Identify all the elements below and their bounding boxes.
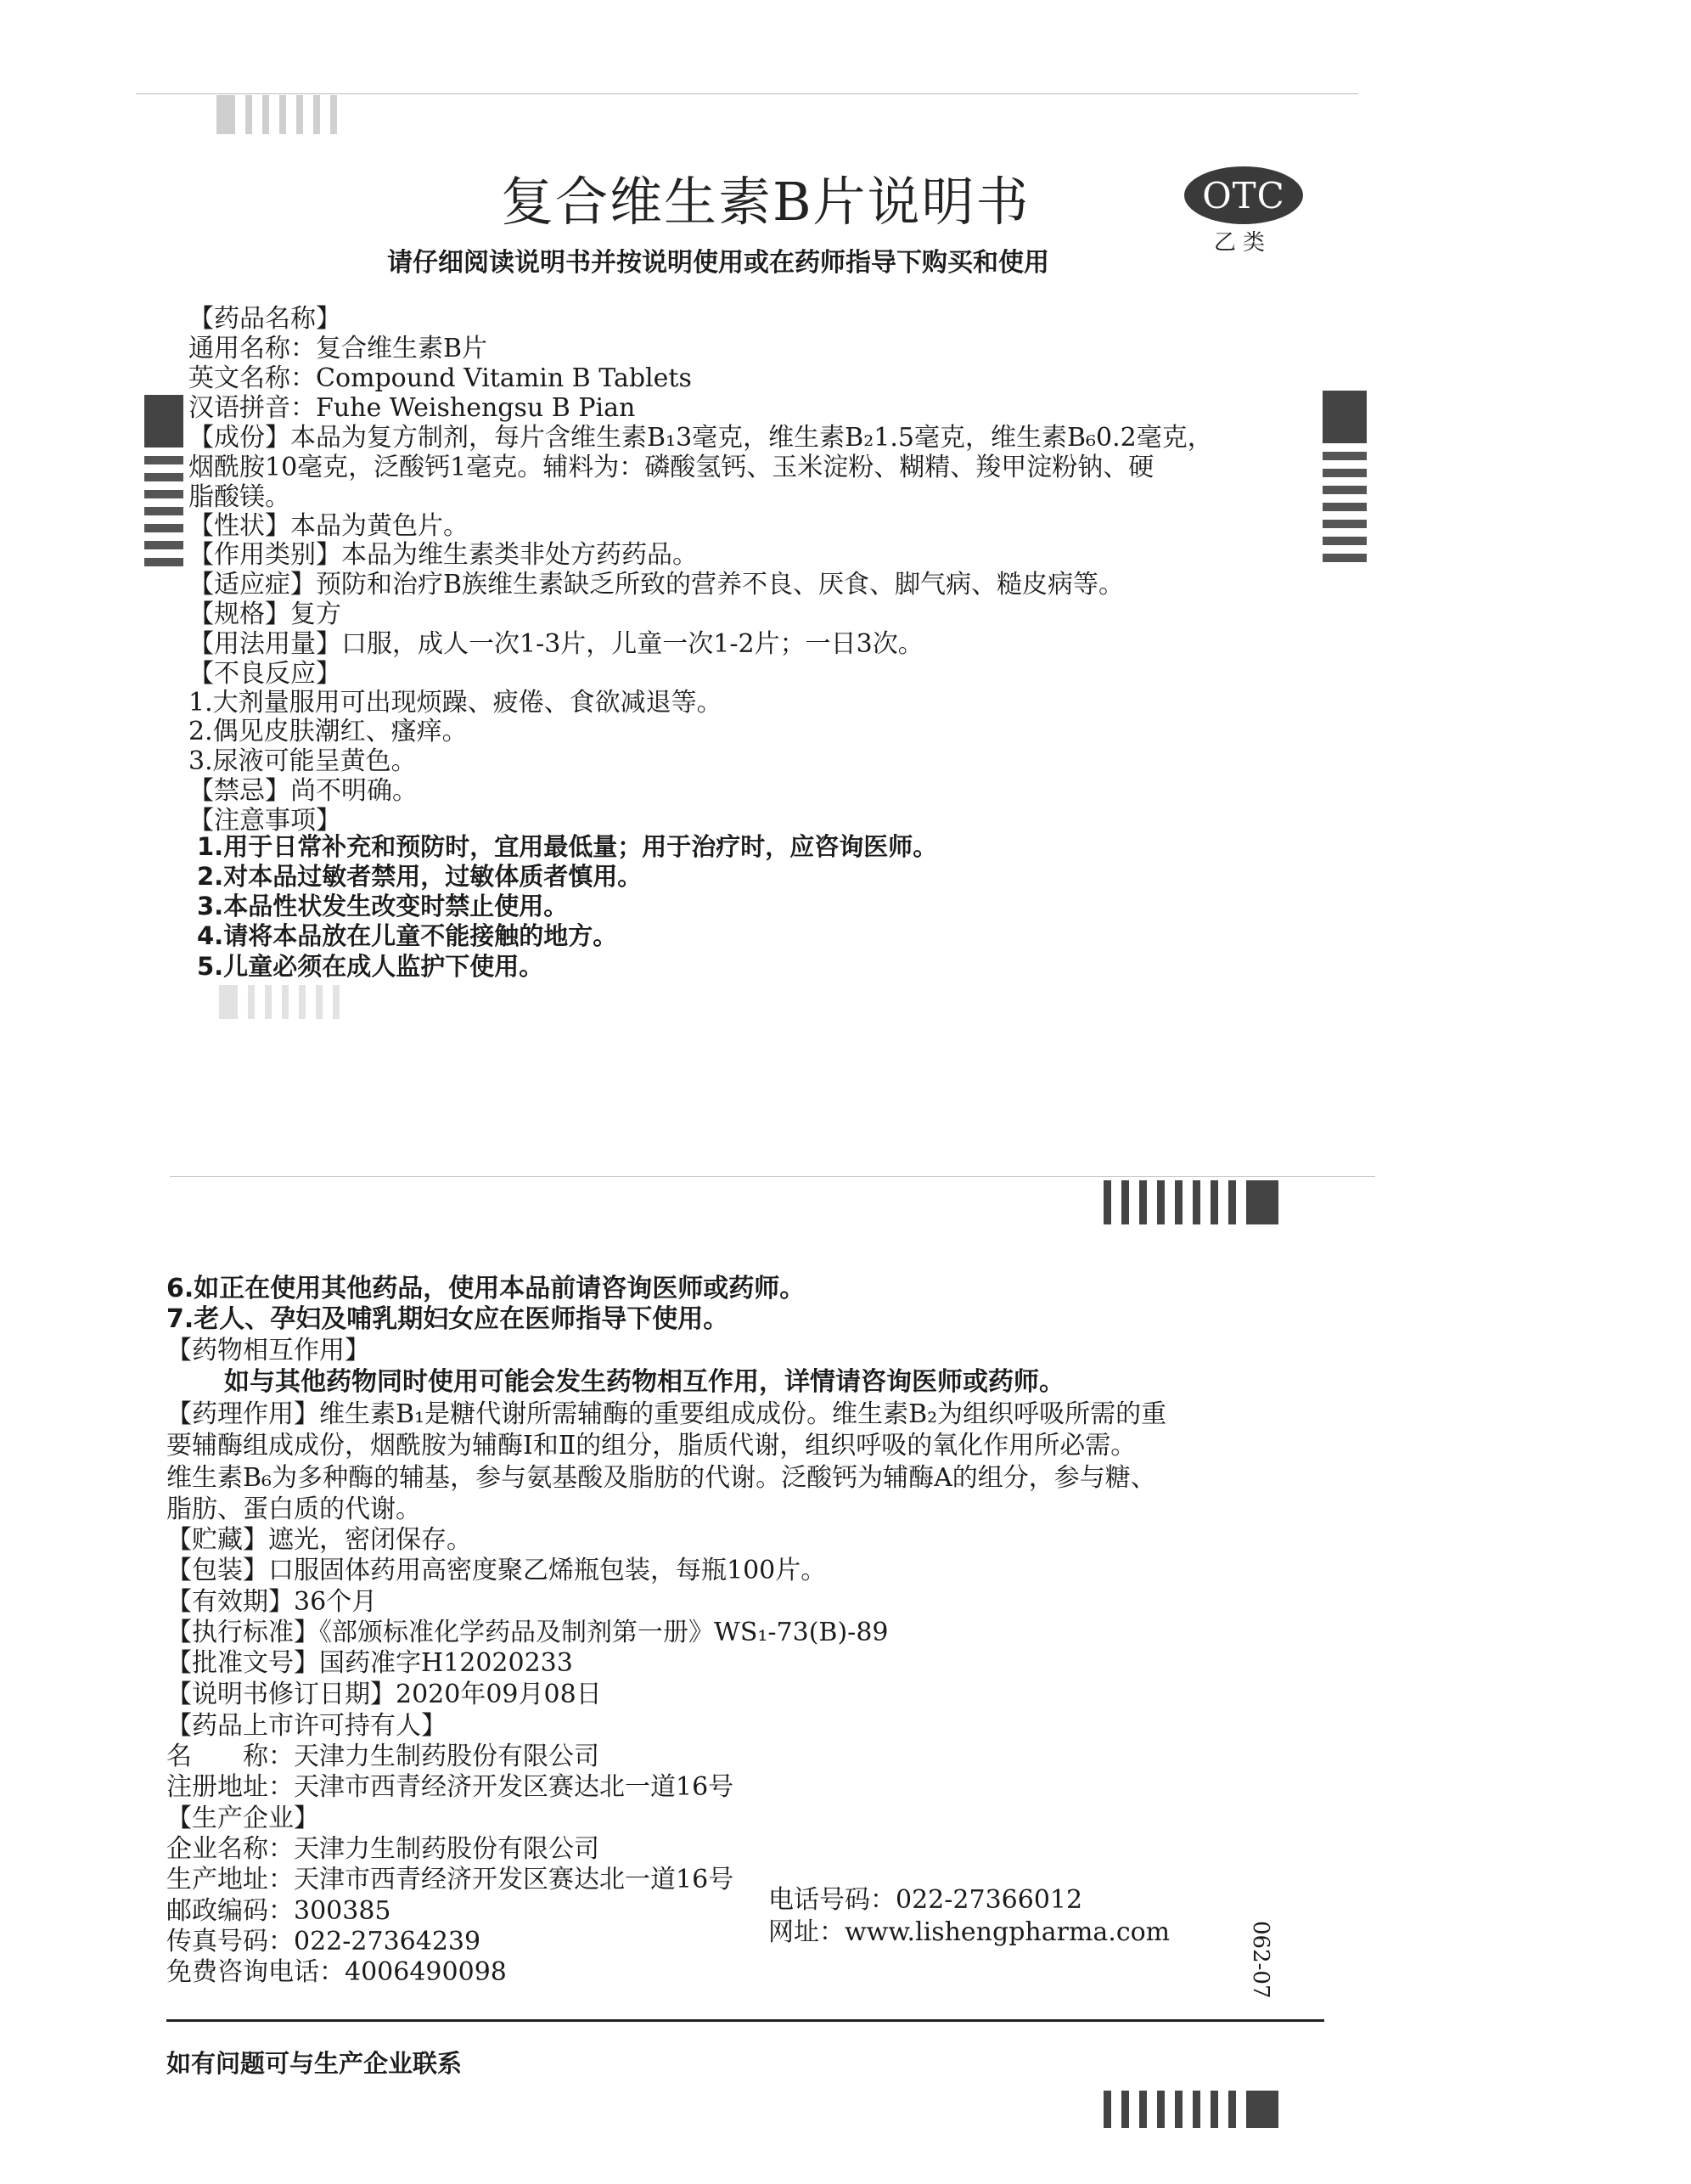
otc-category: 乙类 <box>1214 230 1272 256</box>
pharmacology-3: 维生素B₆为多种酶的辅基，参与氨基酸及脂肪的代谢。泛酸钙为辅酶A的组分，参与糖、 <box>166 1463 1156 1493</box>
cautions-top <box>197 828 1301 998</box>
english-name: 英文名称：Compound Vitamin B Tablets <box>188 363 692 393</box>
manufacturer-heading: 【生产企业】 <box>166 1804 319 1833</box>
hotline: 免费咨询电话：4006490098 <box>166 1957 507 1987</box>
cautions-bottom <box>166 1267 1355 1335</box>
generic-name: 通用名称：复合维生素B片 <box>188 334 488 363</box>
approval-number: 【批准文号】国药准字H12020233 <box>166 1648 573 1678</box>
caution-2: 2.对本品过敏者禁用，过敏体质者慎用。 <box>197 862 643 891</box>
dosage: 【用法用量】口服，成人一次1-3片，儿童一次1-2片；一日3次。 <box>188 629 924 659</box>
pharmacology-2: 要辅酶组成成份，烟酰胺为辅酶Ⅰ和Ⅱ的组分，脂质代谢，组织呼吸的氧化作用所必需。 <box>166 1431 1137 1461</box>
adverse-heading: 【不良反应】 <box>188 659 341 689</box>
category: 【作用类别】本品为维生素类非处方药药品。 <box>188 540 698 570</box>
otc-badge <box>1184 166 1303 224</box>
pharmacology-4: 脂肪、蛋白质的代谢。 <box>166 1494 421 1524</box>
caution-3: 3.本品性状发生改变时禁止使用。 <box>197 892 569 920</box>
storage: 【贮藏】遮光，密闭保存。 <box>166 1525 472 1555</box>
bottom-barcode-marks <box>1104 2091 1289 2128</box>
packaging: 【包装】口服固体药用高密度聚乙烯瓶包装，每瓶100片。 <box>166 1556 827 1585</box>
caution-1: 1.用于日常补充和预防时，宜用最低量；用于治疗时，应咨询医师。 <box>197 832 938 861</box>
top-panel-bottom-marks <box>219 985 350 1019</box>
caution-7: 7.老人、孕妇及哺乳期妇女应在医师指导下使用。 <box>166 1304 729 1334</box>
fax-number: 传真号码：022-27364239 <box>166 1927 481 1956</box>
side-code: 062-07 <box>1248 1921 1273 1999</box>
phone-number: 电话号码：022-27366012 <box>768 1885 1083 1915</box>
otc-badge-text: OTC <box>1202 174 1285 217</box>
ingredients-line-3: 脂酸镁。 <box>188 482 290 512</box>
caution-6: 6.如正在使用其他药品，使用本品前请咨询医师或药师。 <box>166 1274 806 1303</box>
subtitle: 请仔细阅读说明书并按说明使用或在药师指导下购买和使用 <box>387 248 1049 278</box>
specification: 【规格】复方 <box>188 599 341 629</box>
mah-name: 名 称：天津力生制药股份有限公司 <box>166 1742 599 1771</box>
leaflet-title: 复合维生素B片说明书 <box>501 171 1031 233</box>
caution-5: 5.儿童必须在成人监护下使用。 <box>197 952 544 981</box>
drug-name-heading: 【药品名称】 <box>188 304 341 334</box>
adverse-1: 1.大剂量服用可出现烦躁、疲倦、食欲减退等。 <box>188 688 722 718</box>
revision-date: 【说明书修订日期】2020年09月08日 <box>166 1680 602 1709</box>
interactions-text: 如与其他药物同时使用可能会发生药物相互作用，详情请咨询医师或药师。 <box>224 1367 1065 1397</box>
pinyin-name: 汉语拼音：Fuhe Weishengsu B Pian <box>188 393 636 423</box>
manufacturer-name: 企业名称：天津力生制药股份有限公司 <box>166 1834 599 1864</box>
interactions-heading: 【药物相互作用】 <box>166 1336 370 1365</box>
ingredients-line-2: 烟酰胺10毫克，泛酸钙1毫克。辅料为：磷酸氢钙、玉米淀粉、糊精、羧甲淀粉钠、硬 <box>188 453 1154 482</box>
contact-right <box>768 1878 1210 1946</box>
website: 网址：www.lishengpharma.com <box>768 1917 1171 1947</box>
description: 【性状】本品为黄色片。 <box>188 511 469 541</box>
contraindications: 【禁忌】尚不明确。 <box>188 776 418 806</box>
top-barcode-marks <box>216 95 347 134</box>
ingredients-line-1: 【成份】本品为复方制剂，每片含维生素B₁3毫克，维生素B₂1.5毫克，维生素B₆0.2毫克， <box>188 423 1213 453</box>
shelf-life: 【有效期】36个月 <box>166 1587 378 1617</box>
mah-heading: 【药品上市许可持有人】 <box>166 1711 447 1741</box>
top-panel-border <box>136 93 1358 94</box>
footer-rule <box>166 2019 1324 2022</box>
panel-divider <box>170 1176 1375 1177</box>
adverse-2: 2.偶见皮肤潮红、瘙痒。 <box>188 717 468 746</box>
postal-code: 邮政编码：300385 <box>166 1896 391 1926</box>
left-side-marks <box>144 395 183 575</box>
standard: 【执行标准】《部颁标准化学药品及制剂第一册》WS₁-73(B)-89 <box>166 1618 889 1647</box>
pharmacology-1: 【药理作用】维生素B₁是糖代谢所需辅酶的重要组成成份。维生素B₂为组织呼吸所需的重 <box>166 1399 1167 1429</box>
adverse-3: 3.尿液可能呈黄色。 <box>188 746 417 776</box>
indications: 【适应症】预防和治疗B族维生素缺乏所致的营养不良、厌食、脚气病、糙皮病等。 <box>188 570 1125 599</box>
manufacturer-address: 生产地址：天津市西青经济开发区赛达北一道16号 <box>166 1865 734 1894</box>
cautions-heading: 【注意事项】 <box>188 806 341 836</box>
middle-barcode-marks <box>1104 1180 1289 1224</box>
footer-note: 如有问题可与生产企业联系 <box>166 2049 463 2078</box>
caution-4: 4.请将本品放在儿童不能接触的地方。 <box>197 921 618 950</box>
mah-address: 注册地址：天津市西青经济开发区赛达北一道16号 <box>166 1772 734 1802</box>
